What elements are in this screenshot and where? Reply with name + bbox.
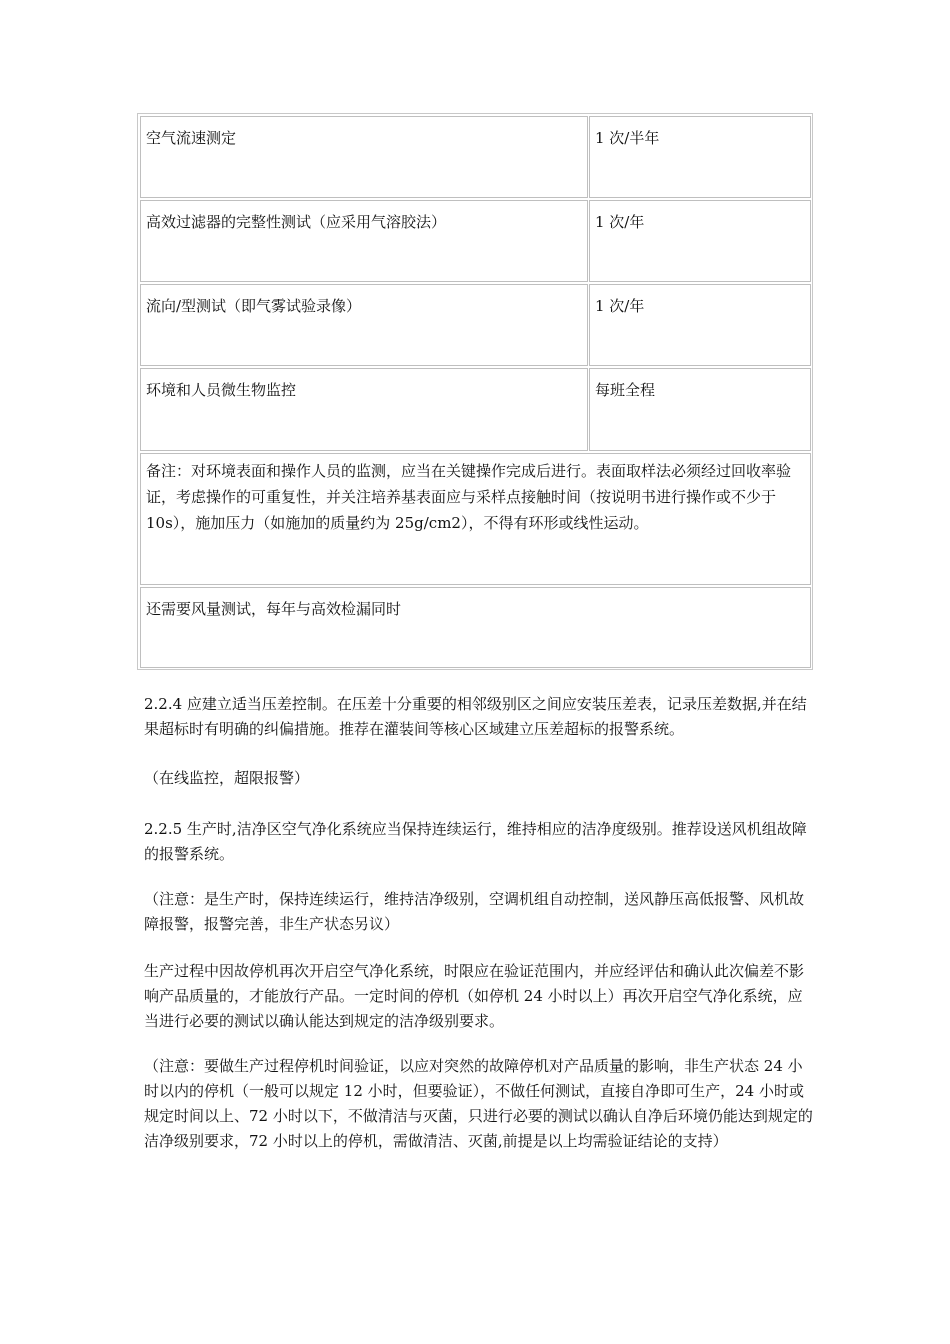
monitoring-frequency-table [137,113,813,670]
table-note-cell: 备注：对环境表面和操作人员的监测，应当在关键操作完成后进行。表面取样法必须经过回收率验证，考虑操作的可重复性，并关注培养基表面应与采样点接触时间（按说明书进行操作或不少于 10s），施加压力（如施加的质量约为 25g/cm2），不得有环形或线性运动。 [140,453,811,585]
paragraph-2-2-5: 2.2.5 生产时,洁净区空气净化系统应当保持连续运行，维持相应的洁净度级别。推荐设送风机组故障的报警系统。 [144,820,807,863]
table-cell-frequency: 每班全程 [589,368,811,451]
table-cell-item: 环境和人员微生物监控 [140,368,588,451]
paragraph-note-continuous-operation: （注意：是生产时，保持连续运行，维持洁净级别，空调机组自动控制，送风静压高低报警、风机故障报警，报警完善，非生产状态另议） [144,890,805,933]
table-extra-cell: 还需要风量测试，每年与高效检漏同时 [140,587,811,668]
table-cell-frequency: 1 次/半年 [589,116,811,198]
table-cell-frequency: 1 次/年 [589,200,811,282]
table-cell-item: 流向/型测试（即气雾试验录像） [140,284,588,366]
table-cell-item: 高效过滤器的完整性测试（应采用气溶胶法） [140,200,588,282]
paragraph-shutdown-restart: 生产过程中因故停机再次开启空气净化系统，时限应在验证范围内，并应经评估和确认此次偏差不影响产品质量的，才能放行产品。一定时间的停机（如停机 24 小时以上）再次开启空气净化系统，应当进行必要的测试以确认能达到规定的洁净级别要求。 [144,962,805,1030]
table-cell-frequency: 1 次/年 [589,284,811,366]
paragraph-2-2-4: 2.2.4 应建立适当压差控制。在压差十分重要的相邻级别区之间应安装压差表，记录压差数据,并在结果超标时有明确的纠偏措施。推荐在灌装间等核心区域建立压差超标的报警系统。 [144,695,807,738]
table-cell-item: 空气流速测定 [140,116,588,198]
paragraph-note-online-monitoring: （在线监控，超限报警） [144,769,310,787]
paragraph-note-shutdown-validation: （注意：要做生产过程停机时间验证，以应对突然的故障停机对产品质量的影响，非生产状态 24 小时以内的停机（一般可以规定 12 小时，但要验证），不做任何测试，直接自净即可生产，24 小时或规定时间以上、72 小时以下，不做清洁与灭菌，只进行必要的测试以确认自净后环境仍能达到规定的洁净级别要求，72 小时以上的停机，需做清洁、灭菌,前提是以上均需验证结论的支持） [144,1057,813,1150]
